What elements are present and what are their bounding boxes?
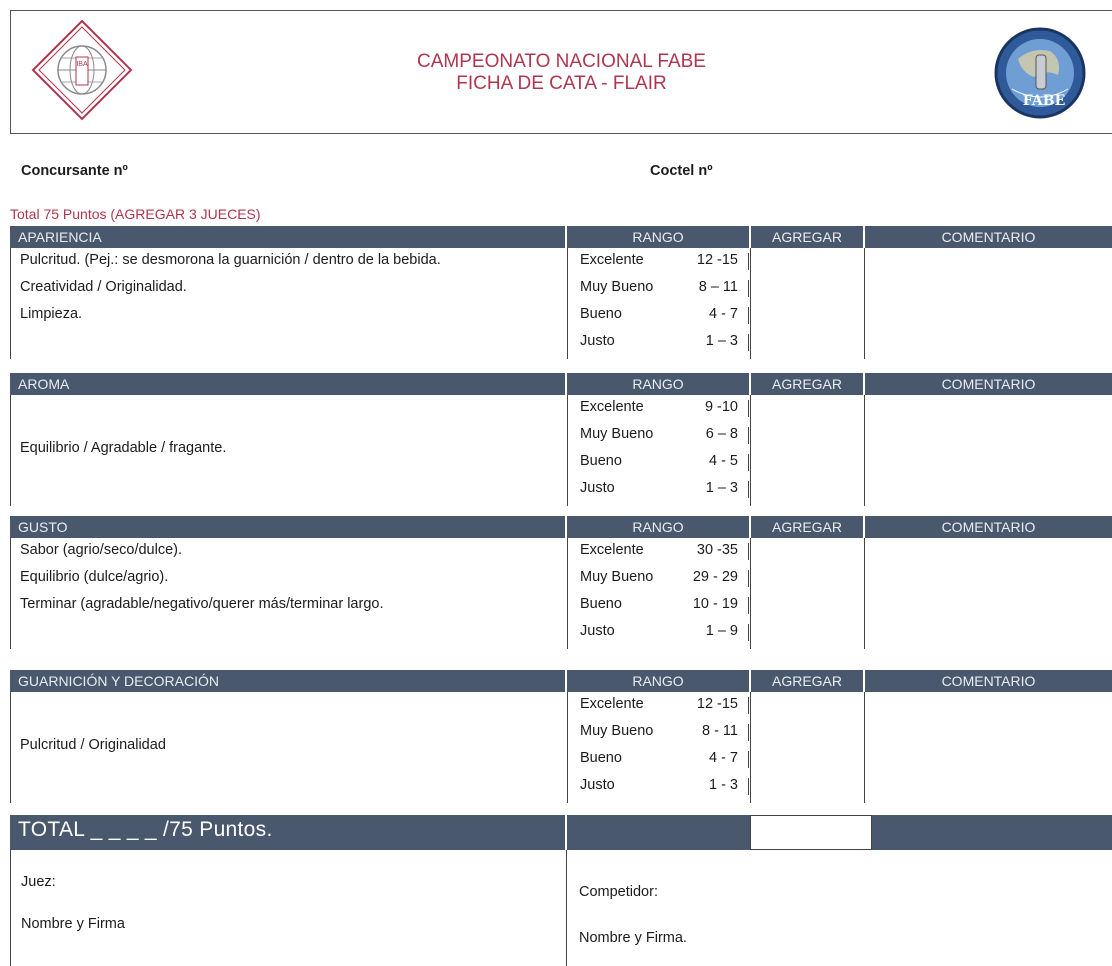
range-label: Muy Bueno [580, 569, 654, 585]
svg-text:FABE: FABE [1022, 93, 1066, 109]
header-divider [863, 670, 865, 692]
total-divider [565, 815, 567, 850]
range-value: 8 - 11 [701, 723, 738, 739]
comment-field[interactable] [865, 248, 1112, 359]
range-column-border [567, 538, 568, 649]
agregar-score-field[interactable] [751, 692, 864, 803]
range-row-tick [748, 280, 749, 297]
col-rango-header: RANGO [632, 376, 684, 392]
left-border [10, 850, 11, 966]
header-divider [749, 373, 751, 395]
range-value: 12 -15 [696, 696, 738, 712]
comment-field[interactable] [865, 692, 1112, 803]
section-header-1 [10, 373, 1112, 395]
left-border [10, 395, 11, 506]
range-label: Excelente [580, 542, 644, 558]
range-value: 6 – 8 [705, 426, 738, 442]
range-label: Bueno [580, 596, 622, 612]
range-row-tick [748, 307, 749, 324]
section-title: GUSTO [18, 519, 68, 535]
col-agregar-header: AGREGAR [771, 376, 842, 392]
agregar-score-field[interactable] [751, 395, 864, 506]
judge-name-signature: Nombre y Firma [21, 916, 125, 932]
competitor-label: Competidor: [579, 884, 658, 900]
sheet-header [10, 10, 1112, 134]
range-value: 1 – 3 [705, 333, 738, 349]
col-comentario-header: COMENTARIO [941, 519, 1036, 535]
range-label: Muy Bueno [580, 279, 654, 295]
range-row-tick [748, 570, 749, 587]
range-row-tick [748, 724, 749, 741]
col-agregar-header: AGREGAR [771, 673, 842, 689]
header-divider [863, 226, 865, 248]
range-row-tick [748, 543, 749, 560]
range-label: Justo [580, 777, 615, 793]
contestant-label: Concursante nº [21, 163, 128, 179]
range-row-tick [748, 400, 749, 417]
range-label: Excelente [580, 399, 644, 415]
col-rango-header: RANGO [632, 673, 684, 689]
col-agregar-header: AGREGAR [771, 229, 842, 245]
range-row-tick [748, 253, 749, 270]
range-label: Justo [580, 623, 615, 639]
col-agregar-header: AGREGAR [771, 519, 842, 535]
range-value: 4 - 7 [708, 306, 738, 322]
col-rango-header: RANGO [632, 519, 684, 535]
range-value: 1 - 3 [708, 777, 738, 793]
section-header-0 [10, 226, 1112, 248]
total-points-note: Total 75 Puntos (AGREGAR 3 JUECES) [10, 206, 261, 222]
range-value: 29 - 29 [692, 569, 738, 585]
title-line-1: CAMPEONATO NACIONAL FABE [417, 51, 706, 72]
range-label: Excelente [580, 252, 644, 268]
comment-field[interactable] [865, 538, 1112, 649]
left-border [10, 538, 11, 649]
range-column-border [567, 248, 568, 359]
range-column-border [567, 395, 568, 506]
section-header-2 [10, 516, 1112, 538]
competitor-name-signature: Nombre y Firma. [579, 930, 687, 946]
header-divider [749, 670, 751, 692]
criterion-text: Limpieza. [20, 306, 83, 322]
range-value: 8 – 11 [698, 279, 738, 295]
signature-divider [566, 850, 567, 966]
range-value: 1 – 3 [705, 480, 738, 496]
comment-field[interactable] [865, 395, 1112, 506]
svg-text:IBA: IBA [76, 61, 88, 68]
range-label: Justo [580, 480, 615, 496]
title-line-2: FICHA DE CATA - FLAIR [456, 73, 667, 94]
criterion-text: Equilibrio / Agradable / fragante. [20, 440, 227, 456]
section-title: GUARNICIÓN Y DECORACIÓN [18, 673, 219, 689]
criterion-text: Equilibrio (dulce/agrio). [20, 569, 169, 585]
header-divider [565, 373, 567, 395]
range-label: Muy Bueno [580, 426, 654, 442]
cocktail-label: Coctel nº [650, 163, 713, 179]
range-value: 4 - 5 [708, 453, 738, 469]
section-title: AROMA [18, 376, 70, 392]
criterion-text: Sabor (agrio/seco/dulce). [20, 542, 182, 558]
section-header-3 [10, 670, 1112, 692]
header-divider [565, 516, 567, 538]
agregar-score-field[interactable] [751, 248, 864, 359]
range-row-tick [748, 597, 749, 614]
range-label: Justo [580, 333, 615, 349]
range-value: 10 - 19 [692, 596, 738, 612]
judge-label: Juez: [21, 874, 56, 890]
range-row-tick [748, 334, 749, 351]
header-divider [863, 516, 865, 538]
header-divider [565, 670, 567, 692]
sheet-title [11, 51, 1112, 95]
header-divider [565, 226, 567, 248]
range-value: 9 -10 [704, 399, 738, 415]
range-row-tick [748, 778, 749, 795]
fabe-logo-icon [992, 25, 1088, 121]
col-comentario-header: COMENTARIO [941, 673, 1036, 689]
total-label: TOTAL _ _ _ _ /75 Puntos. [18, 818, 273, 841]
range-row-tick [748, 454, 749, 471]
criterion-text: Terminar (agradable/negativo/querer más/terminar largo. [20, 596, 384, 612]
criterion-text: Pulcritud / Originalidad [20, 737, 166, 753]
total-score-field[interactable] [750, 815, 872, 850]
header-divider [749, 226, 751, 248]
section-title: APARIENCIA [18, 229, 102, 245]
col-comentario-header: COMENTARIO [941, 376, 1036, 392]
range-column-border [567, 692, 568, 803]
range-row-tick [748, 697, 749, 714]
total-bar [10, 815, 1112, 850]
header-divider [749, 516, 751, 538]
range-row-tick [748, 427, 749, 444]
range-value: 4 - 7 [708, 750, 738, 766]
range-row-tick [748, 751, 749, 768]
left-border [10, 692, 11, 803]
range-value: 1 – 9 [705, 623, 738, 639]
left-border [10, 248, 11, 359]
col-rango-header: RANGO [632, 229, 684, 245]
range-label: Muy Bueno [580, 723, 654, 739]
range-value: 30 -35 [696, 542, 738, 558]
range-row-tick [748, 481, 749, 498]
range-row-tick [748, 624, 749, 641]
criterion-text: Creatividad / Originalidad. [20, 279, 187, 295]
col-comentario-header: COMENTARIO [941, 229, 1036, 245]
range-value: 12 -15 [696, 252, 738, 268]
range-label: Excelente [580, 696, 644, 712]
range-label: Bueno [580, 453, 622, 469]
range-label: Bueno [580, 750, 622, 766]
agregar-score-field[interactable] [751, 538, 864, 649]
criterion-text: Pulcritud. (Pej.: se desmorona la guarnición / dentro de la bebida. [20, 252, 441, 268]
header-divider [863, 373, 865, 395]
range-label: Bueno [580, 306, 622, 322]
